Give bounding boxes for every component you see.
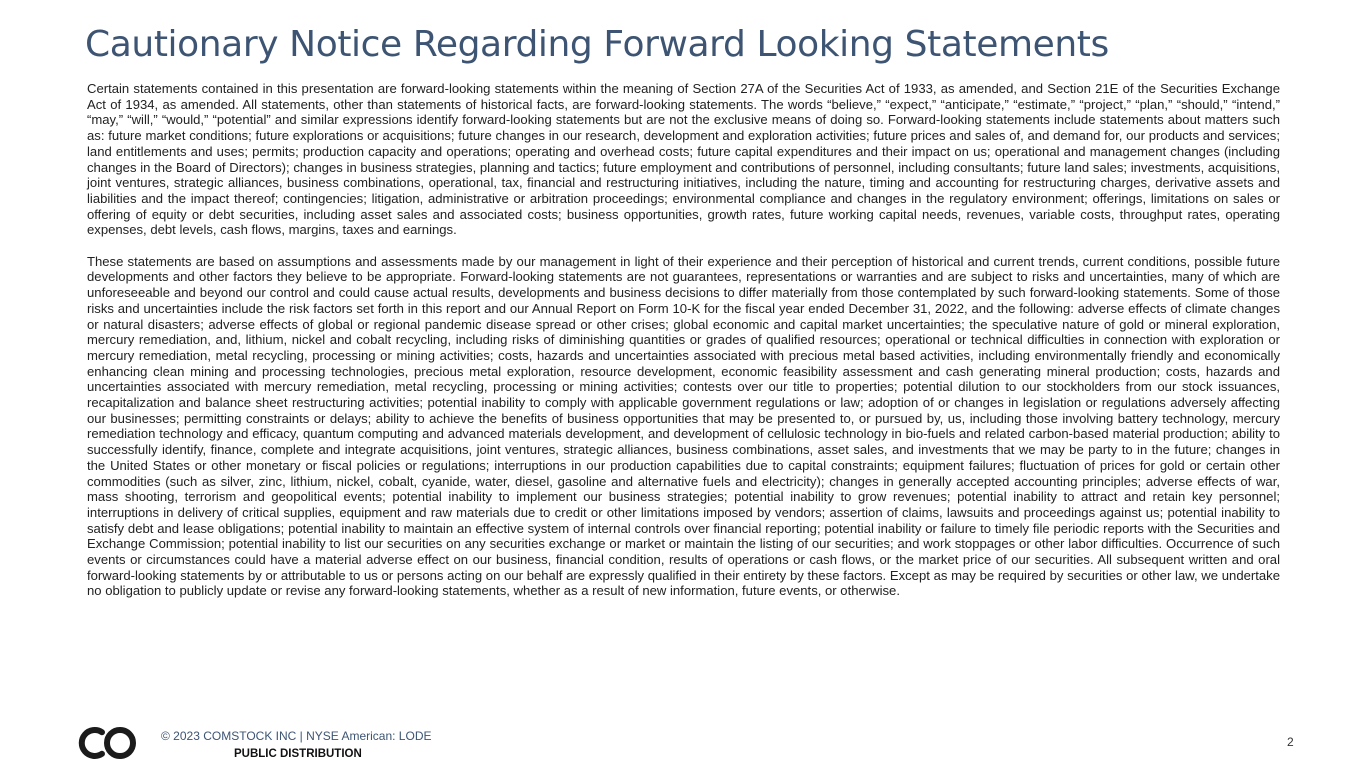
disclaimer-paragraph-2: These statements are based on assumptions and assessments made by our management in light of their experience and their perception of historical and current trends, current conditions, possible future developments and other factors they believe to be appropriate. Forward-looking statements are not guarantees, representations or warranties and are subject to risks and uncertainties, many of which are unforeseeable and beyond our control and could cause actual results, developments and business decisions to differ materially from those contemplated by such forward-looking statements. Some of those risks and uncertainties include the risk factors set forth in this report and our Annual Report on Form 10-K for the fiscal year ended December 31, 2022, and the following: adverse effects of climate changes or natural disasters; adverse effects of global or regional pandemic disease spread or other crises; global economic and capital market uncertainties; the speculative nature of gold or mineral exploration, mercury remediation, and, lithium, nickel and cobalt recycling, including risks of diminishing quantities or grades of qualified resources; operational or technical difficulties in connection with exploration or mercury remediation, metal recycling, processing or mining activities; costs, hazards and uncertainties associated with precious metal based activities, including environmentally friendly and economically enhancing clean mining and processing technologies, precious metal exploration, resource development, economic feasibility assessment and cash generating mineral production; costs, hazards and uncertainties associated with mercury remediation, metal recycling, processing or mining activities; contests over our title to properties; potential dilution to our stockholders from our stock issuances, recapitalization and balance sheet restructuring activities; potential inability to comply with applicable government regulations or law; adoption of or changes in legislation or regulations adversely affecting our businesses; permitting constraints or delays; ability to achieve the benefits of business opportunities that may be presented to, or pursued by, us, including those involving battery technology, mercury remediation technology and efficacy, quantum computing and advanced materials development, and development of cellulosic technology in bio-fuels and related carbon-based material production; ability to successfully identify, finance, complete and integrate acquisitions, joint ventures, strategic alliances, business combinations, asset sales, and investments that we may be party to in the future; changes in the United States or other monetary or fiscal policies or regulations; interruptions in our production capabilities due to capital constraints; equipment failures; fluctuation of prices for gold or certain other commodities (such as silver, zinc, lithium, nickel, cobalt, cyanide, water, diesel, gasoline and alternative fuels and electricity); changes in generally accepted accounting principles; adverse effects of war, mass shooting, terrorism and geopolitical events; potential inability to implement our business strategies; potential inability to grow revenues; potential inability to attract and retain key personnel; interruptions in delivery of critical supplies, equipment and raw materials due to credit or other limitations imposed by vendors; assertion of claims, lawsuits and proceedings against us; potential inability to satisfy debt and lease obligations; potential inability to maintain an effective system of internal controls over financial reporting; potential inability or failure to timely file periodic reports with the Securities and Exchange Commission; potential inability to list our securities on any securities exchange or market or maintain the listing of our securities; and work stoppages or other labor difficulties. Occurrence of such events or circumstances could have a material adverse effect on our business, financial condition, results of operations or cash flows, or the market price of our securities. All subsequent written and oral forward-looking statements by or attributable to us or persons acting on our behalf are expressly qualified in their entirety by these factors. Except as may be required by securities or other law, we undertake no obligation to publicly update or revise any forward-looking statements, whether as a result of new information, future events, or otherwise. xyxy=(87,253,1280,599)
comstock-logo-icon xyxy=(74,724,140,762)
footer-copyright: © 2023 COMSTOCK INC | NYSE American: LODE xyxy=(161,729,432,743)
disclaimer-body xyxy=(87,81,1280,599)
disclaimer-paragraph-1: Certain statements contained in this presentation are forward-looking statements within the meaning of Section 27A of the Securities Act of 1933, as amended, and Section 21E of the Securities Exchange Act of 1934, as amended. All statements, other than statements of historical facts, are forward-looking statements. The words “believe,” “expect,” “anticipate,” “estimate,” “project,” “plan,” “should,” “intend,” “may,” “will,” “would,” “potential” and similar expressions identify forward-looking statements but are not the exclusive means of doing so. Forward-looking statements include statements about matters such as: future market conditions; future explorations or acquisitions; future changes in our research, development and exploration activities; future prices and sales of, and demand for, our products and services; land entitlements and uses; permits; production capacity and operations; operating and overhead costs; future capital expenditures and their impact on us; operational and management changes (including changes in the Board of Directors); changes in business strategies, planning and tactics; future employment and contributions of personnel, including consultants; future land sales; investments, acquisitions, joint ventures, strategic alliances, business combinations, operational, tax, financial and restructuring initiatives, including the nature, timing and accounting for restructuring charges, derivative assets and liabilities and the impact thereof; contingencies; litigation, administrative or arbitration proceedings; environmental compliance and changes in the regulatory environment; offerings, limitations on sales or offering of equity or debt securities, including asset sales and associated costs; business opportunities, growth rates, future working capital needs, revenues, variable costs, throughput rates, operating expenses, debt levels, cash flows, margins, taxes and earnings. xyxy=(87,81,1280,238)
slide-title: Cautionary Notice Regarding Forward Looking Statements xyxy=(85,24,1109,65)
page-number: 2 xyxy=(1287,735,1294,749)
footer-distribution-label: PUBLIC DISTRIBUTION xyxy=(234,748,362,760)
